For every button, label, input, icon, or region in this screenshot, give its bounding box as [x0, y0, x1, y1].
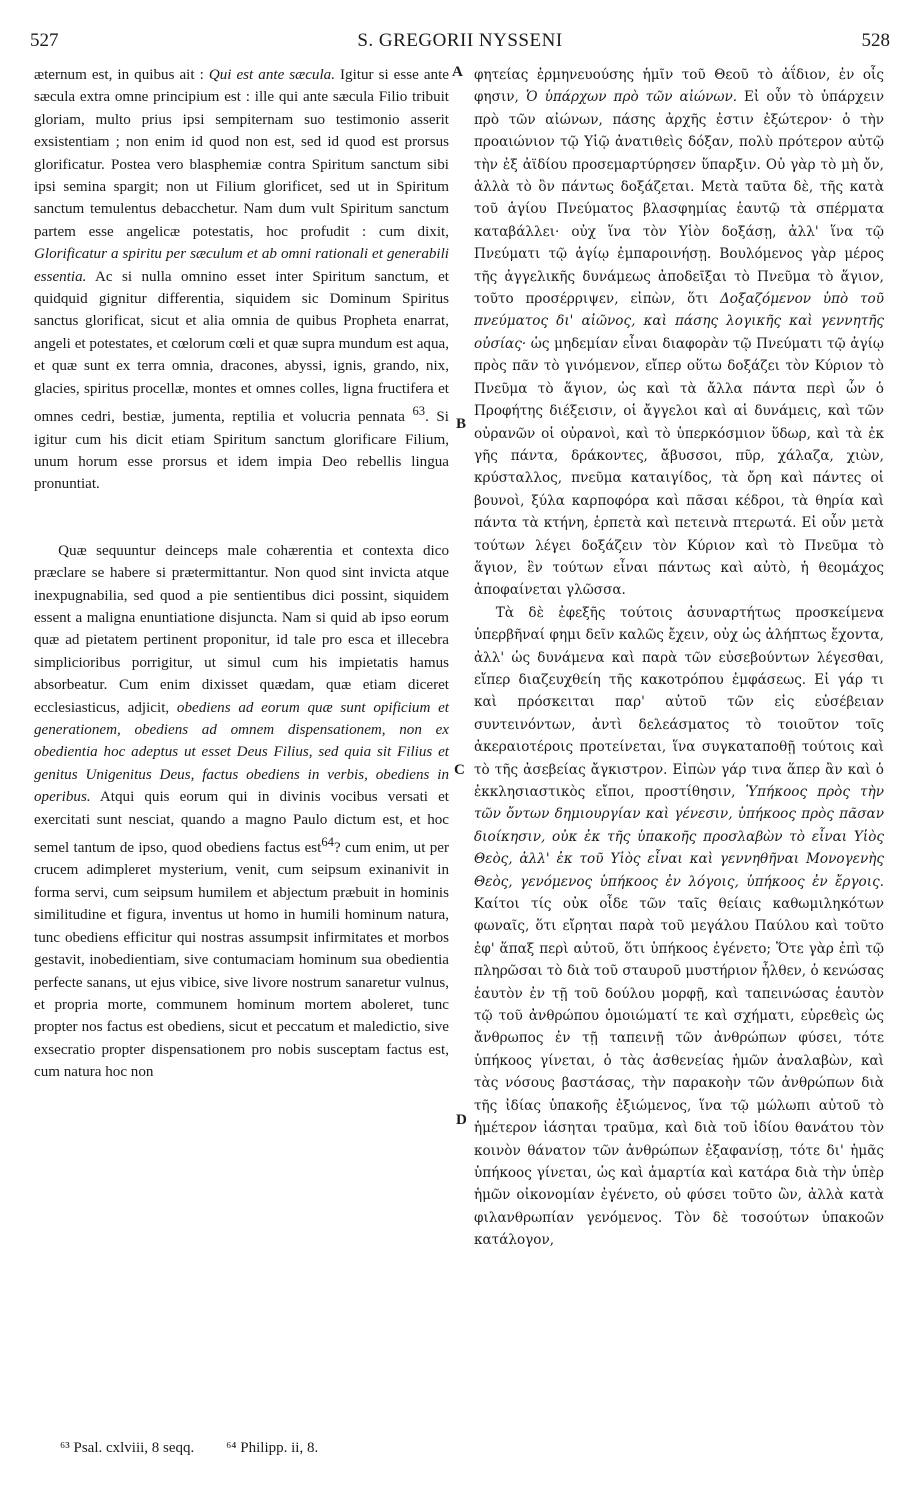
- text-run: æternum est, in quibus ait :: [34, 67, 209, 83]
- margin-letter-d: D: [456, 1112, 467, 1128]
- quotation: obediens ad eorum quæ sunt opificium et generationem, obediens ad omnem dispensationem, non ex obedientia hoc adeptus ut esset Deus Filius, sed quia sit Filius et genitus Unigenitus Deus, factus obediens in verbis, obediens in operibus.: [34, 699, 450, 806]
- footnotes: [60, 1440, 346, 1457]
- quotation: Glorificatur a spiritu per sæculum et ab omni rationali et generabili essentia.: [34, 246, 449, 285]
- quotation: Ὁ ὑπάρχων πρὸ τῶν αἰώνων.: [525, 89, 738, 106]
- footnote-ref-64: 64: [321, 835, 334, 850]
- running-title: S. GREGORII NYSSENI: [357, 30, 563, 51]
- text-run: φητείας ἑρμηνευούσης ἡμῖν τοῦ Θεοῦ τὸ ἀΐδιον, ἐν οἷς φησιν,: [474, 67, 884, 106]
- text-run: Εἰ οὖν τὸ ὑπάρχειν πρὸ τῶν αἰώνων, πάσης ἀρχῆς ἐστιν ἐξώτερον· ὁ τὴν προαιώνιον τῷ Υἱῷ ἀνατιθεὶς δόξαν, πολὺ πρότερον αὐτῷ τὴν ἐξ ἀϊδίου προσεμαρτύρησεν ὕπαρξιν. Οὐ γὰρ τὸ μὴ ὄν, ἀλλὰ τὸ ὂν πάντως δοξάζεται. Μετὰ ταῦτα δὲ, τῆς κατὰ τοῦ ἁγίου Πνεύματος βλασφημίας ἑαυτῷ τὰ σπέρματα καταβάλλει· οὐχ ἵνα τὸν Υἱὸν δοξάσῃ, ἀλλ' ἵνα τῷ Πνεύματι τῷ ἁγίῳ ἐμπαροινήσῃ. Βουλόμενος γὰρ μέρος τῆς ἀγγελικῆς δυνάμεως ἀποδεῖξαι τὸ Πνεῦμα τὸ ἅγιον, τοῦτο προσέρριψεν, εἰπὼν, ὅτι: [474, 89, 884, 308]
- footnote-64: ⁶⁴ Philipp. ii, 8.: [226, 1440, 319, 1456]
- latin-paragraph-1: [34, 64, 449, 496]
- text-run: Τὰ δὲ ἐφεξῆς τούτοις ἀσυναρτήτως προσκείμενα ὑπερβῆναί φημι δεῖν καλῶς ἔχειν, οὐχ ὡς ἀλήπτως ἔχοντα, ἀλλ' ὡς δυνάμενα καὶ παρὰ τῶν εὐσεβούντων λέγεσθαι, εἴπερ διαζευχθείη τῆς κακοτρόπου ἐμφάσεως. Εἰ γάρ τι καὶ πρόσκειται παρ' αὐτοῦ τῶν εἰς εὐσέβειαν συντεινόντων, ἀντὶ δελεάσματος τὸ τοιοῦτον τοῖς ἀκεραιοτέροις προτείνεται, ἵνα συγκαταποθῇ τούτοις καὶ τὸ τῆς ἀσεβείας ἄγκιστρον. Εἰπὼν γάρ τινα ἅπερ ἂν καὶ ὁ ἐκκλησιαστικὸς εἴποι, προστίθησιν,: [474, 604, 884, 800]
- latin-column: [34, 64, 449, 1084]
- greek-paragraph-1: [474, 64, 884, 602]
- text-run: ? cum enim, ut per crucem adimpleret mysterium, venit, cum seipsum exinanivit in forma servi, cum seipsum humilem et abjectum præbuit in hominis similitudine et figura, inventus ut homo in humili hominum natura, tunc obediens efficitur qui nostras assumpsit infirmitates et morbos gestavit, inobedientiam, sive contumaciam hominum sua obedientia perfecte sanans, ut ejus vibice, sive livore nostrum sanaretur vulnus, et propria morte, communem hominum mortem aboleret, tunc propter nos factus est obediens, sicut et peccatum et maledictio, sive exsecratio propter dispensationem pro nobis susceptam factus est, cum natura hoc non: [34, 840, 450, 1081]
- greek-column: [474, 64, 884, 1252]
- text-run: . Si igitur cum his dicit etiam Spiritum sanctum glorificare Filium, unum horum esse prorsus et idem impia Deo rebellis lingua pronuntiat.: [34, 409, 449, 493]
- greek-paragraph-2: [474, 602, 884, 1252]
- text-run: Καίτοι τίς οὐκ οἶδε τῶν ταῖς θείαις καθωμιληκότων φωναῖς, ὅτι εἴρηται παρὰ τοῦ μεγάλου Παύλου καὶ τοῦτο ἐφ' ἅπαξ περὶ αὐτοῦ, ὅτι ὑπήκοος ἐγένετο; Ὅτε γὰρ ἐπὶ τῷ πληρῶσαι τὸ διὰ τοῦ σταυροῦ μυστήριον ἦλθεν, ὁ κενώσας ἑαυτὸν ἐν τῇ τοῦ δούλου μορφῇ, καὶ ταπεινώσας ἑαυτὸν τῷ τοῦ ἀνθρώπου ὁμοιώματί τε καὶ σχήματι, εὑρεθεὶς ὡς ἄνθρωπος ἐν τῇ ταπεινῇ τῶν ἀνθρώπων φύσει, τότε ὑπήκοος γίνεται, ὁ τὰς ἀσθενείας ἡμῶν ἀναλαβὼν, καὶ τὰς νόσους βαστάσας, τὴν παρακοὴν τῶν ἀνθρώπων διὰ τῆς ἰδίας ὑπακοῆς ἐξιώμενος, ἵνα τῷ μώλωπι αὐτοῦ τὸ ἡμέτερον ἰάσηται τραῦμα, καὶ διὰ τοῦ ἰδίου θανάτου τὸν κοινὸν θάνατον τῶν ἀνθρώπων ἐξαφανίσῃ, τότε δι' ἡμᾶς ὑπήκοος γίνεται, ὡς καὶ ἁμαρτία καὶ κατάρα διὰ τὴν ὑπὲρ ἡμῶν οἰκονομίαν ἐγένετο, οὐ φύσει τοῦτο ὢν, ἀλλὰ κατὰ φιλανθρωπίαν γενόμενος. Τὸν δὲ τοσούτων ὑπακοῶν κατάλογον,: [474, 896, 884, 1249]
- text-run: Ac si nulla omnino esset inter Spiritum sanctum, et quidquid gignitur differentia, siquidem sic Dominum Spiritus sanctus glorificat, sicut et alia omnia de quibus Propheta enarrat, angeli et potestates, et cœlorum cœli et quæ supra mundum est aqua, et quæ sunt ex terra omnia, dracones, abyssi, ignis, grando, nix, glacies, spiritus procellæ, montes et omnes colles, ligna fructifera et omnes cedri, bestiæ, jumenta, reptilia et volucria pennata: [34, 268, 449, 426]
- quotation: Δοξαζόμενον ὑπὸ τοῦ πνεύματος δι' αἰῶνος, καὶ πάσης λογικῆς καὶ γεννητῆς οὐσίας·: [474, 291, 885, 352]
- paragraph-gap: [34, 496, 449, 540]
- margin-letter-c: C: [454, 762, 465, 778]
- page-number-right: 528: [861, 30, 890, 51]
- quotation: Ὑπήκοος πρὸς τὴν τῶν ὄντων δημιουργίαν καὶ γένεσιν, ὑπήκοος πρὸς πᾶσαν διοίκησιν, οὐκ ἐκ τῆς ὑπακοῆς προσλαβὼν τὸ εἶναι Υἱὸς Θεὸς, ἀλλ' ἐκ τοῦ Υἱὸς εἶναι καὶ γεννηθῆναι Μονογενὴς Θεὸς, γενόμενος ὑπήκοος ἐν λόγοις, ὑπήκοος ἐν ἔργοις.: [474, 784, 884, 890]
- footnote-ref-63: 63: [412, 404, 426, 419]
- footnote-63: ⁶³ Psal. cxlviii, 8 seqq.: [60, 1440, 195, 1456]
- latin-paragraph-2: [34, 540, 449, 1084]
- margin-letter-b: B: [456, 416, 467, 432]
- page-header: [30, 30, 890, 54]
- text-run: Igitur si esse ante sæcula extra omne principium est : ille qui ante sæcula Filio tribuit gloriam, multo prius ipsi sempiternam suo testimonio asserit exsistentiam ; non enim id quod non est, sed id quod est prorsus glorificatur. Postea vero blasphemiæ contra Spiritum sanctum sibi ipsi semina spargit; non ut Filium glorificet, sed ut in Spiritum sanctum temulentus debacchetur. Nam dum vult Spiritum sanctum partem esse angelicæ potestatis, hoc profudit : cum dixit,: [34, 67, 449, 240]
- page-number-left: 527: [30, 30, 59, 51]
- text-run: Atqui quis eorum qui in divinis vocibus versati et exercitati sunt nesciat, quando a magno Paulo dictum est, et hoc semel tantum de ipso, quod obediens factus est: [34, 789, 449, 857]
- quotation: Qui est ante sæcula.: [208, 67, 335, 83]
- margin-letter-a: A: [452, 64, 463, 80]
- text-run: Quæ sequuntur deinceps male cohærentia et contexta dico præclare se habere si prætermittantur. Non quod sint invicta atque inexpugnabilia, sed quod a pie sentientibus dici possint, siquidem essent a maligna enuntiatione disjuncta. Nam si quid ab ipso eorum quæ ad pietatem pertinent proponitur, id tale pro esca et illecebra simplicioribus porrigitur, ut simul cum his impietatis hamus absorbeatur. Cum enim dixisset quædam, quæ etiam diceret ecclesiasticus, adjicit,: [34, 542, 449, 716]
- text-run: ὡς μηδεμίαν εἶναι διαφορὰν τῷ Πνεύματι τῷ ἁγίῳ πρὸς πᾶν τὸ γινόμενον, εἴπερ οὕτω δοξάζει τὸν Κύριον τὸ Πνεῦμα τὸ ἅγιον, ὡς καὶ τὰ ἄλλα πάντα περὶ ὧν ὁ Προφήτης διέξεισιν, οἱ ἄγγελοι καὶ αἱ δυνάμεις, καὶ τῶν οὐρανῶν οἱ οὐρανοὶ, καὶ τὸ ὑπερκόσμιον ὕδωρ, καὶ τὰ ἐκ γῆς πάντα, δράκοντες, ἄβυσσοι, πῦρ, χάλαζα, χιὼν, κρύσταλλος, πνεῦμα καταιγίδος, τὰ ὄρη καὶ πάντες οἱ βουνοὶ, ξύλα καρποφόρα καὶ πᾶσαι κέδροι, τὰ θηρία καὶ πάντα τὰ κτήνη, ἑρπετὰ καὶ πετεινὰ πτερωτά. Εἰ οὖν μετὰ τούτων λέγει δοξάζειν τὸν Κύριον καὶ τὸ Πνεῦμα τὸ ἅγιον, ἓν τούτων εἶναι πάντως καὶ αὐτὸ, ἡ θεομάχος ἀποφαίνεται γλῶσσα.: [474, 335, 884, 599]
